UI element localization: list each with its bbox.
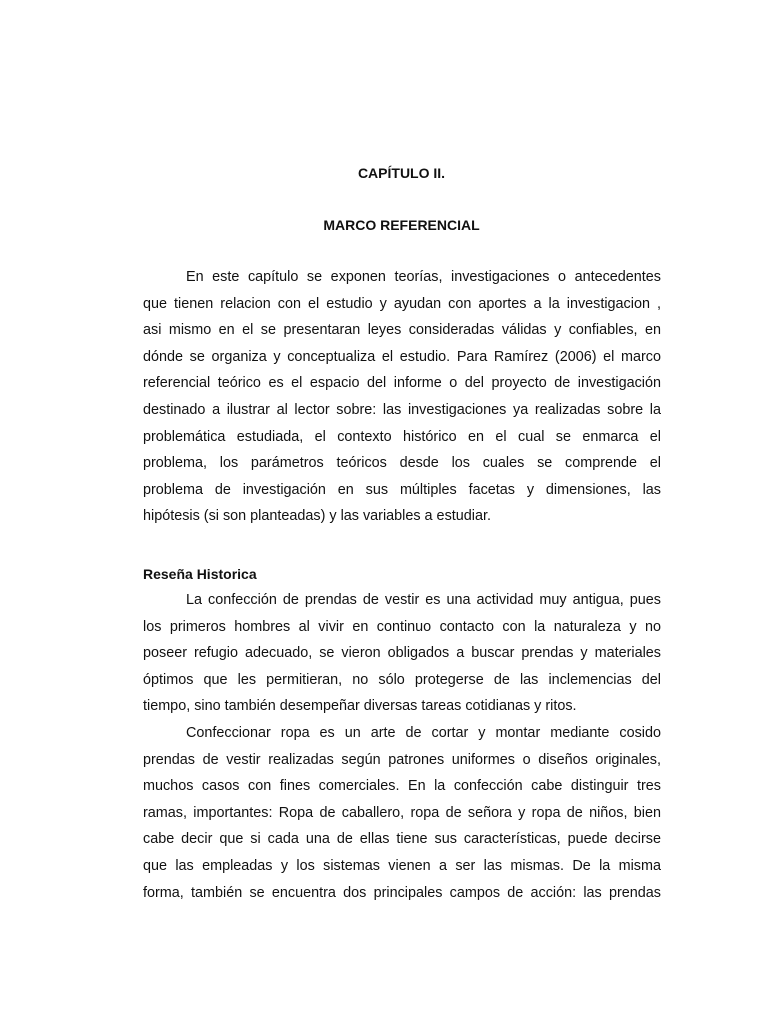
paragraph-line: forma, también se encuentra dos principales campos de acción: las prendas [143,884,661,901]
confeccionar-paragraph [143,720,661,906]
paragraph-line: referencial teórico es el espacio del informe o del proyecto de investigación [143,375,661,392]
paragraph-line: los primeros hombres al vivir en continuo contacto con la naturaleza y no [143,618,661,635]
paragraph-line: cabe decir que si cada una de ellas tiene sus características, puede decirse [143,831,661,848]
paragraph-line: La confección de prendas de vestir es una actividad muy antigua, pues [186,592,661,608]
paragraph-line: muchos casos con fines comerciales. En la confección cabe distinguir tres [143,778,661,795]
paragraph-line: destinado a ilustrar al lector sobre: las investigaciones ya realizadas sobre la [143,401,661,418]
resena-paragraph [143,587,661,720]
paragraph-line: En este capítulo se exponen teorías, investigaciones o antecedentes [186,269,661,285]
section-title: MARCO REFERENCIAL [323,217,480,233]
paragraph-line: tiempo, sino también desempeñar diversas tareas cotidianas y ritos. [143,698,577,715]
paragraph-line: dónde se organiza y conceptualiza el estudio. Para Ramírez (2006) el marco [143,348,661,365]
chapter-title: CAPÍTULO II. [357,165,446,181]
paragraph-line: asi mismo en el se presentaran leyes consideradas válidas y confiables, en [143,322,661,339]
paragraph-line: hipótesis (si son planteadas) y las variables a estudiar. [143,508,491,525]
paragraph-line: prendas de vestir realizadas según patrones uniformes o diseños originales, [143,751,661,768]
paragraph-line: problemática estudiada, el contexto histórico en el cual se enmarca el [143,428,661,445]
paragraph-line: que las empleadas y los sistemas vienen a ser las mismas. De la misma [143,857,661,874]
paragraph-line: ramas, importantes: Ropa de caballero, ropa de señora y ropa de niños, bien [143,804,661,821]
paragraph-line: óptimos que les permitieran, no sólo protegerse de las inclemencias del [143,671,661,688]
paragraph-line: problema de investigación en sus múltiples facetas y dimensiones, las [143,481,661,498]
intro-paragraph [143,264,661,530]
subheading-resena-historica: Reseña Historica [143,566,257,582]
paragraph-line: problema, los parámetros teóricos desde los cuales se comprende el [143,455,661,472]
paragraph-line: poseer refugio adecuado, se vieron obligados a buscar prendas y materiales [143,645,661,662]
paragraph-line: Confeccionar ropa es un arte de cortar y montar mediante cosido [186,725,661,741]
paragraph-line: que tienen relacion con el estudio y ayudan con aportes a la investigacion , [143,295,661,312]
